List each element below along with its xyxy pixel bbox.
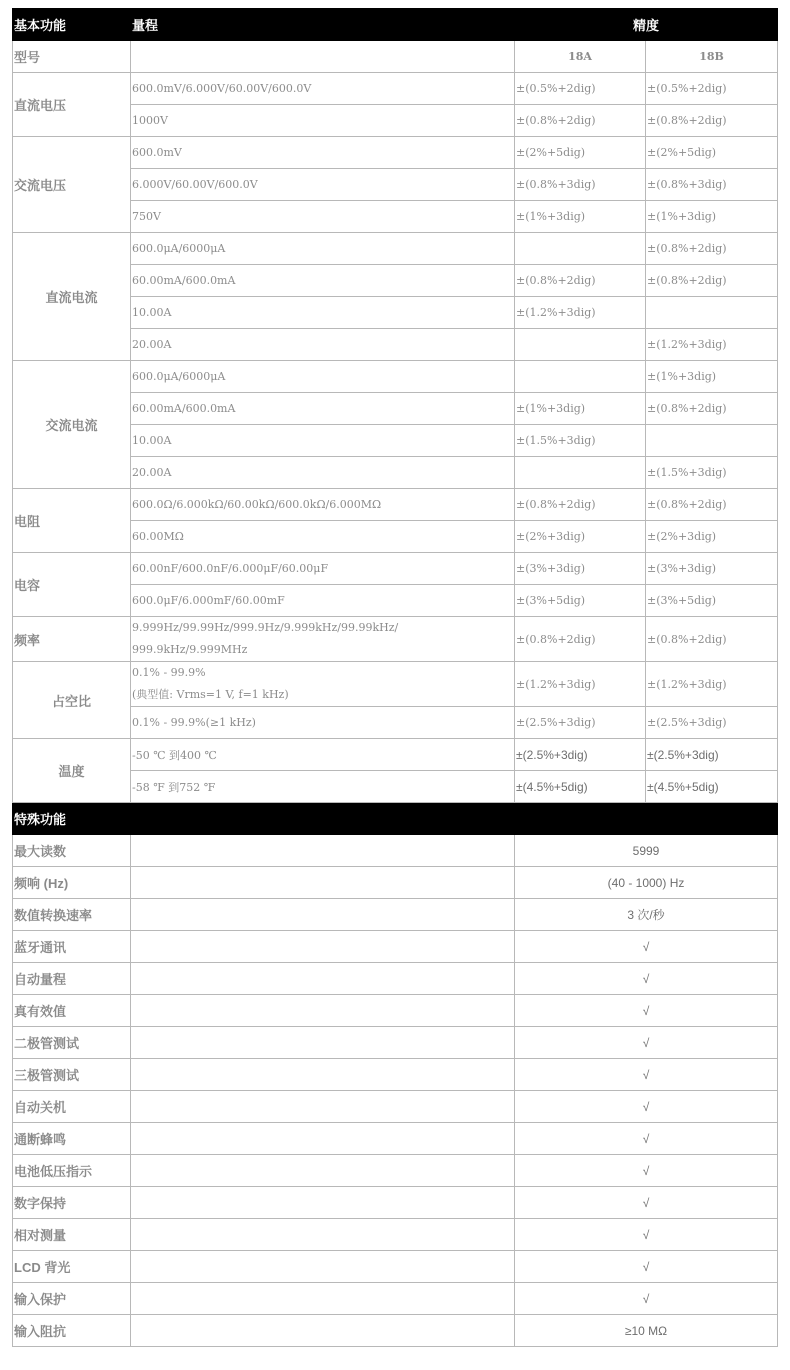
accuracy-18a — [515, 457, 646, 489]
model-18b: 18B — [646, 41, 778, 73]
accuracy-18b: ±(0.8%+2dig) — [646, 233, 778, 265]
category-ac-voltage: 交流电压 — [13, 137, 131, 233]
feature-label: 电池低压指示 — [13, 1155, 131, 1187]
range-cell: 600.0mV/6.000V/60.00V/600.0V — [131, 73, 515, 105]
accuracy-18b: ±(0.8%+2dig) — [646, 617, 778, 662]
accuracy-18a: ±(2.5%+3dig) — [515, 739, 646, 771]
feature-row — [13, 963, 778, 995]
accuracy-18b: ±(1.2%+3dig) — [646, 662, 778, 707]
special-title: 特殊功能 — [13, 803, 778, 835]
table-row — [13, 662, 778, 707]
range-cell: 10.00A — [131, 297, 515, 329]
accuracy-18b: ±(1%+3dig) — [646, 201, 778, 233]
range-line: 999.9kHz/9.999MHz — [132, 643, 248, 656]
range-cell — [131, 617, 515, 662]
feature-row — [13, 1219, 778, 1251]
feature-value: 5999 — [515, 835, 778, 867]
category-duty-cycle: 占空比 — [13, 662, 131, 739]
accuracy-18b: ±(0.5%+2dig) — [646, 73, 778, 105]
feature-value: √ — [515, 1283, 778, 1315]
feature-value: √ — [515, 1123, 778, 1155]
feature-value: √ — [515, 931, 778, 963]
range-cell: 600.0mV — [131, 137, 515, 169]
range-cell: 20.00A — [131, 457, 515, 489]
feature-blank — [131, 867, 515, 899]
feature-value: √ — [515, 1251, 778, 1283]
feature-blank — [131, 1027, 515, 1059]
spec-table — [12, 8, 778, 1347]
table-row — [13, 553, 778, 585]
range-line: 0.1% - 99.9% — [132, 666, 206, 679]
feature-blank — [131, 1155, 515, 1187]
category-temperature: 温度 — [13, 739, 131, 803]
accuracy-18a: ±(1.2%+3dig) — [515, 297, 646, 329]
feature-label: 输入保护 — [13, 1283, 131, 1315]
table-row — [13, 739, 778, 771]
feature-row — [13, 867, 778, 899]
feature-row — [13, 1315, 778, 1347]
range-cell: 0.1% - 99.9%(≥1 kHz) — [131, 707, 515, 739]
category-ac-current: 交流电流 — [13, 361, 131, 489]
model-18a: 18A — [515, 41, 646, 73]
range-cell: 600.0μA/6000μA — [131, 233, 515, 265]
range-cell — [131, 662, 515, 707]
feature-blank — [131, 1251, 515, 1283]
accuracy-18b: ±(0.8%+2dig) — [646, 105, 778, 137]
special-header-row — [13, 803, 778, 835]
accuracy-18a: ±(0.5%+2dig) — [515, 73, 646, 105]
feature-row — [13, 1187, 778, 1219]
range-cell: 60.00mA/600.0mA — [131, 265, 515, 297]
feature-blank — [131, 963, 515, 995]
accuracy-18b: ±(0.8%+2dig) — [646, 489, 778, 521]
accuracy-18b: ±(4.5%+5dig) — [646, 771, 778, 803]
feature-row — [13, 1251, 778, 1283]
accuracy-18b: ±(0.8%+2dig) — [646, 393, 778, 425]
category-capacitance: 电容 — [13, 553, 131, 617]
accuracy-18b: ±(1%+3dig) — [646, 361, 778, 393]
feature-label: 蓝牙通讯 — [13, 931, 131, 963]
accuracy-18a — [515, 361, 646, 393]
header-basic: 基本功能 — [13, 9, 131, 41]
special-features — [13, 835, 778, 1347]
feature-blank — [131, 995, 515, 1027]
accuracy-18b: ±(1.2%+3dig) — [646, 329, 778, 361]
range-line: 9.999Hz/99.99Hz/999.9Hz/9.999kHz/99.99kHz/ — [132, 621, 399, 634]
table-row — [13, 489, 778, 521]
range-cell: 10.00A — [131, 425, 515, 457]
accuracy-18b: ±(2%+3dig) — [646, 521, 778, 553]
accuracy-18a: ±(1.5%+3dig) — [515, 425, 646, 457]
accuracy-18b: ±(0.8%+3dig) — [646, 169, 778, 201]
range-line: (典型值: Vrms=1 V, f=1 kHz) — [132, 688, 289, 701]
category-dc-current: 直流电流 — [13, 233, 131, 361]
accuracy-18a — [515, 329, 646, 361]
feature-row — [13, 1283, 778, 1315]
feature-value: √ — [515, 1027, 778, 1059]
range-cell: 60.00nF/600.0nF/6.000μF/60.00μF — [131, 553, 515, 585]
table-row — [13, 73, 778, 105]
accuracy-18a: ±(3%+3dig) — [515, 553, 646, 585]
accuracy-18b: ±(3%+3dig) — [646, 553, 778, 585]
feature-label: 自动量程 — [13, 963, 131, 995]
feature-row — [13, 1123, 778, 1155]
range-cell: 6.000V/60.00V/600.0V — [131, 169, 515, 201]
feature-blank — [131, 1187, 515, 1219]
header-accuracy: 精度 — [515, 9, 778, 41]
accuracy-18a: ±(0.8%+2dig) — [515, 489, 646, 521]
table-row — [13, 361, 778, 393]
feature-value: (40 - 1000) Hz — [515, 867, 778, 899]
header-row — [13, 9, 778, 41]
feature-blank — [131, 1219, 515, 1251]
feature-row — [13, 931, 778, 963]
feature-blank — [131, 1283, 515, 1315]
feature-label: LCD 背光 — [13, 1251, 131, 1283]
accuracy-18a: ±(2%+5dig) — [515, 137, 646, 169]
feature-blank — [131, 835, 515, 867]
accuracy-18a: ±(1%+3dig) — [515, 201, 646, 233]
feature-label: 数值转换速率 — [13, 899, 131, 931]
model-blank — [131, 41, 515, 73]
feature-row — [13, 1091, 778, 1123]
range-cell: 60.00MΩ — [131, 521, 515, 553]
feature-value: √ — [515, 1059, 778, 1091]
feature-label: 真有效值 — [13, 995, 131, 1027]
range-cell: 750V — [131, 201, 515, 233]
feature-value: √ — [515, 963, 778, 995]
accuracy-18a: ±(3%+5dig) — [515, 585, 646, 617]
accuracy-18a: ±(1%+3dig) — [515, 393, 646, 425]
accuracy-18b: ±(3%+5dig) — [646, 585, 778, 617]
accuracy-18a: ±(2%+3dig) — [515, 521, 646, 553]
range-cell: -50 ℃ 到400 ℃ — [131, 739, 515, 771]
table-row — [13, 617, 778, 662]
feature-row — [13, 1155, 778, 1187]
feature-row — [13, 1059, 778, 1091]
feature-value: ≥10 MΩ — [515, 1315, 778, 1347]
accuracy-18b — [646, 297, 778, 329]
feature-blank — [131, 1315, 515, 1347]
range-cell: 20.00A — [131, 329, 515, 361]
accuracy-18a: ±(4.5%+5dig) — [515, 771, 646, 803]
feature-label: 二极管测试 — [13, 1027, 131, 1059]
feature-blank — [131, 1091, 515, 1123]
range-cell: 600.0μA/6000μA — [131, 361, 515, 393]
range-cell: -58 ℉ 到752 ℉ — [131, 771, 515, 803]
feature-row — [13, 1027, 778, 1059]
feature-blank — [131, 931, 515, 963]
feature-row — [13, 835, 778, 867]
accuracy-18a: ±(0.8%+2dig) — [515, 617, 646, 662]
feature-value: √ — [515, 1187, 778, 1219]
accuracy-18a: ±(0.8%+3dig) — [515, 169, 646, 201]
model-row — [13, 41, 778, 73]
range-cell: 1000V — [131, 105, 515, 137]
feature-label: 通断蜂鸣 — [13, 1123, 131, 1155]
accuracy-18a — [515, 233, 646, 265]
feature-row — [13, 899, 778, 931]
feature-value: 3 次/秒 — [515, 899, 778, 931]
range-cell: 60.00mA/600.0mA — [131, 393, 515, 425]
table-row — [13, 233, 778, 265]
accuracy-18b — [646, 425, 778, 457]
feature-value: √ — [515, 1219, 778, 1251]
range-cell: 600.0Ω/6.000kΩ/60.00kΩ/600.0kΩ/6.000MΩ — [131, 489, 515, 521]
accuracy-18b: ±(1.5%+3dig) — [646, 457, 778, 489]
feature-label: 自动关机 — [13, 1091, 131, 1123]
table-row — [13, 137, 778, 169]
header-range: 量程 — [131, 9, 515, 41]
accuracy-18a: ±(0.8%+2dig) — [515, 105, 646, 137]
accuracy-18a: ±(1.2%+3dig) — [515, 662, 646, 707]
feature-label: 最大读数 — [13, 835, 131, 867]
feature-value: √ — [515, 995, 778, 1027]
feature-label: 输入阻抗 — [13, 1315, 131, 1347]
accuracy-18b: ±(2.5%+3dig) — [646, 707, 778, 739]
feature-label: 数字保持 — [13, 1187, 131, 1219]
feature-value: √ — [515, 1155, 778, 1187]
category-resistance: 电阻 — [13, 489, 131, 553]
accuracy-18b: ±(0.8%+2dig) — [646, 265, 778, 297]
model-label: 型号 — [13, 41, 131, 73]
accuracy-18b: ±(2.5%+3dig) — [646, 739, 778, 771]
feature-value: √ — [515, 1091, 778, 1123]
feature-label: 三极管测试 — [13, 1059, 131, 1091]
feature-blank — [131, 899, 515, 931]
category-dc-voltage: 直流电压 — [13, 73, 131, 137]
accuracy-18a: ±(0.8%+2dig) — [515, 265, 646, 297]
feature-label: 频响 (Hz) — [13, 867, 131, 899]
feature-row — [13, 995, 778, 1027]
accuracy-18a: ±(2.5%+3dig) — [515, 707, 646, 739]
feature-label: 相对测量 — [13, 1219, 131, 1251]
feature-blank — [131, 1123, 515, 1155]
accuracy-18b: ±(2%+5dig) — [646, 137, 778, 169]
feature-blank — [131, 1059, 515, 1091]
category-frequency: 频率 — [13, 617, 131, 662]
range-cell: 600.0μF/6.000mF/60.00mF — [131, 585, 515, 617]
